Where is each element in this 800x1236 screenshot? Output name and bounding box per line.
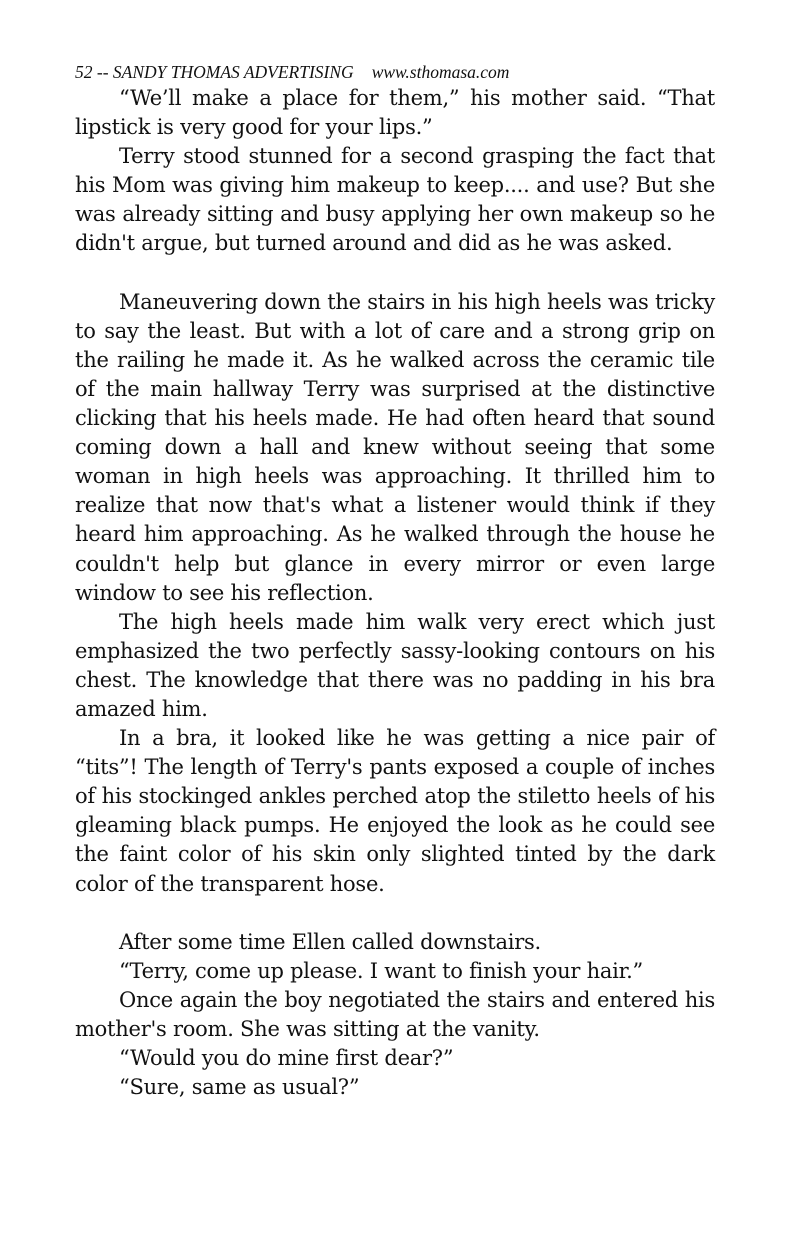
paragraph: “Terry, come up please. I want to finish your hair.”: [119, 958, 643, 983]
paragraph: Once again the boy negotiated the stairs and entered his mother's room. She was sitting at the vanity.: [75, 987, 715, 1041]
paragraph: Terry stood stunned for a second grasping the fact that his Mom was giving him makeup to keep.... and use? But she was already sitting and busy applying her own makeup so he didn't argue, but turned around and did as he was asked.: [75, 144, 715, 256]
paragraph: The high heels made him walk very erect which just emphasized the two perfectly sassy-looking contours on his chest. The knowledge that there was no padding in his bra amazed him.: [75, 609, 715, 721]
header-page-title: 52 -- SANDY THOMAS ADVERTISING: [75, 62, 354, 82]
paragraph: “We’ll make a place for them,” his mother said. “That lipstick is very good for your lips.”: [75, 86, 715, 140]
header-website: www.sthomasa.com: [371, 62, 510, 82]
page-body: [75, 84, 715, 1102]
paragraph: Maneuvering down the stairs in his high heels was tricky to say the least. But with a lot of care and a strong grip on the railing he made it. As he walked across the ceramic tile of the main hallway Terry was surprised at the distinctive clicking that his heels made. He had often heard that sound coming down a hall and knew without seeing that some woman in high heels was approaching. It thrilled him to realize that now that's what a listener would think if they heard him approaching. As he walked through the house he couldn't help but glance in every mirror or even large window to see his reflection.: [75, 289, 715, 605]
paragraph: After some time Ellen called downstairs.: [119, 929, 541, 954]
running-header: [75, 61, 509, 83]
paragraph: “Sure, same as usual?”: [119, 1075, 360, 1100]
section-break: [75, 259, 715, 288]
paragraph: In a bra, it looked like he was getting a nice pair of “tits”! The length of Terry's pants exposed a couple of inches of his stockinged ankles perched atop the stiletto heels of his gleaming black pumps. He enjoyed the look as he could see the faint color of his skin only slighted tinted by the dark color of the transparent hose.: [75, 726, 715, 896]
paragraph: “Would you do mine first dear?”: [119, 1046, 454, 1071]
section-break: [75, 899, 715, 928]
